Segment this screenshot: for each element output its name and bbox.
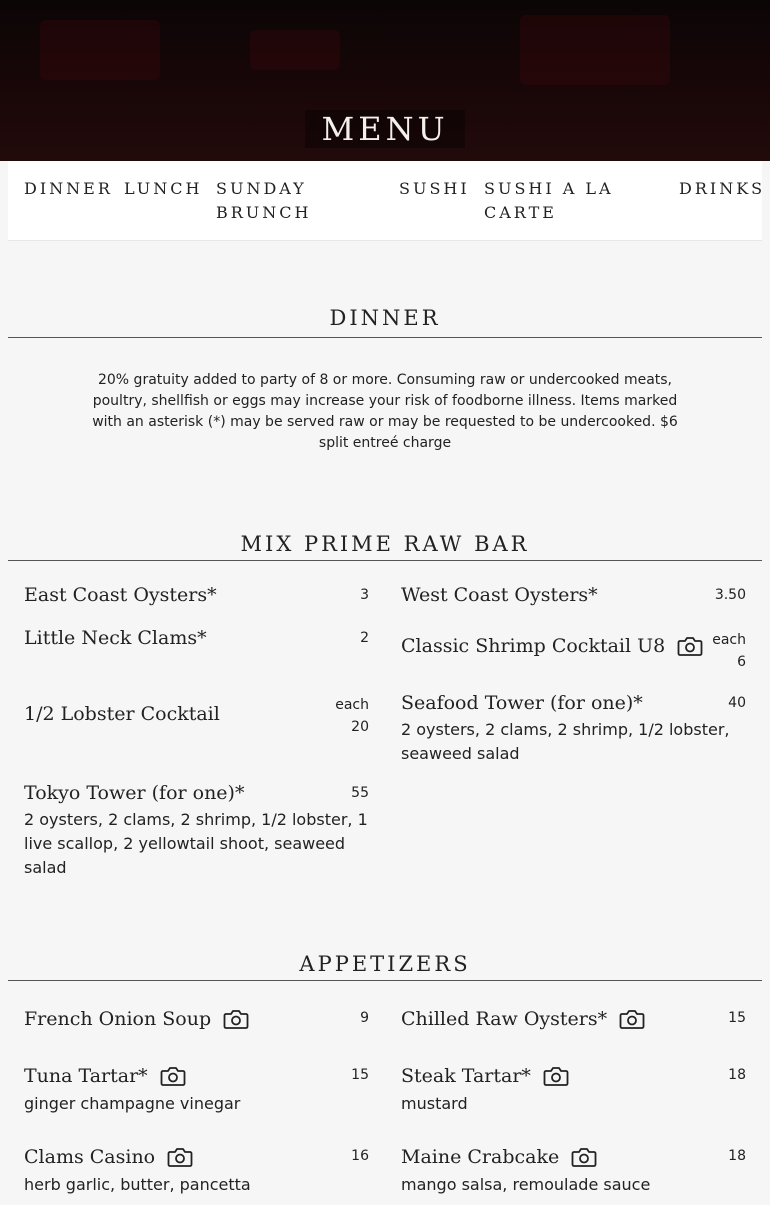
item-name-text: Classic Shrimp Cocktail U8 bbox=[401, 635, 666, 657]
item-name bbox=[24, 1064, 186, 1088]
tab-lunch[interactable]: LUNCH bbox=[124, 179, 203, 198]
camera-icon[interactable] bbox=[619, 1007, 645, 1031]
tab-dinner[interactable]: DINNER bbox=[24, 179, 113, 198]
item-name-text: Tuna Tartar* bbox=[24, 1065, 148, 1087]
menu-item bbox=[24, 697, 369, 735]
item-price: 3 bbox=[360, 587, 369, 603]
item-name: Little Neck Clams* bbox=[24, 627, 207, 649]
hero-title-text: MENU bbox=[305, 110, 464, 148]
item-name bbox=[401, 634, 703, 658]
tab-sunday-brunch[interactable]: SUNDAY BRUNCH bbox=[216, 179, 312, 222]
menu-item bbox=[24, 1145, 369, 1197]
item-name bbox=[401, 1145, 597, 1169]
divider bbox=[8, 560, 762, 561]
item-name-text: French Onion Soup bbox=[24, 1008, 212, 1030]
item-price: 9 bbox=[360, 1010, 369, 1026]
camera-icon[interactable] bbox=[160, 1064, 186, 1088]
section-title-appetizers: APPETIZERS bbox=[299, 952, 471, 976]
item-price: 2 bbox=[360, 630, 369, 646]
item-name-text: Chilled Raw Oysters* bbox=[401, 1008, 608, 1030]
item-name-text: Clams Casino bbox=[24, 1146, 156, 1168]
item-price: 18 bbox=[728, 1148, 746, 1164]
menu-item bbox=[401, 632, 746, 670]
item-price-value: 20 bbox=[351, 719, 369, 735]
tab-drinks[interactable]: DRINKS bbox=[679, 179, 766, 198]
camera-icon[interactable] bbox=[167, 1145, 193, 1169]
menu-item bbox=[401, 1007, 746, 1031]
item-name: West Coast Oysters* bbox=[401, 584, 598, 606]
item-name bbox=[401, 1007, 645, 1031]
item-price-value: 6 bbox=[737, 654, 746, 670]
item-name-text: Steak Tartar* bbox=[401, 1065, 531, 1087]
menu-item bbox=[24, 627, 369, 649]
dinner-note: 20% gratuity added to party of 8 or more. Consuming raw or undercooked meats, poultry, shellfish or eggs may increase your risk of foodborne illness. Items marked with an asterisk (*) may be served raw or may be requested to be undercooked. $6 split entreé charge bbox=[92, 372, 678, 451]
item-price: 18 bbox=[728, 1067, 746, 1083]
item-name: Tokyo Tower (for one)* bbox=[24, 782, 245, 804]
menu-item bbox=[24, 584, 369, 606]
item-price: 55 bbox=[351, 785, 369, 801]
hero-decor bbox=[520, 15, 670, 85]
hero-title bbox=[0, 110, 770, 148]
section-title-raw-bar: MIX PRIME RAW BAR bbox=[240, 532, 530, 556]
divider bbox=[8, 980, 762, 981]
item-name: 1/2 Lobster Cocktail bbox=[24, 703, 220, 725]
menu-tabs bbox=[8, 161, 766, 241]
item-price bbox=[335, 694, 369, 738]
item-price: 15 bbox=[728, 1010, 746, 1026]
section-title-dinner: DINNER bbox=[329, 306, 441, 330]
item-price: 16 bbox=[351, 1148, 369, 1164]
item-name bbox=[24, 1145, 193, 1169]
item-price: 15 bbox=[351, 1067, 369, 1083]
hero-decor bbox=[250, 30, 340, 70]
item-price bbox=[712, 629, 746, 673]
item-price: 3.50 bbox=[714, 587, 746, 603]
item-name bbox=[24, 1007, 249, 1031]
item-price-unit: each bbox=[335, 697, 369, 713]
hero-banner bbox=[0, 0, 770, 161]
item-price: 40 bbox=[728, 695, 746, 711]
menu-item bbox=[24, 782, 369, 880]
menu-item bbox=[401, 1145, 746, 1197]
item-description: ginger champagne vinegar bbox=[24, 1094, 241, 1113]
camera-icon[interactable] bbox=[677, 634, 703, 658]
divider bbox=[8, 337, 762, 338]
tab-sushi-a-la-carte[interactable]: SUSHI A LA CARTE bbox=[484, 179, 614, 222]
menu-item bbox=[401, 1064, 746, 1116]
item-description: 2 oysters, 2 clams, 2 shrimp, 1/2 lobster, 1 live scallop, 2 yellowtail shoot, seaweed salad bbox=[24, 810, 368, 877]
item-name: East Coast Oysters* bbox=[24, 584, 217, 606]
item-name bbox=[401, 1064, 569, 1088]
camera-icon[interactable] bbox=[223, 1007, 249, 1031]
menu-item bbox=[24, 1064, 369, 1116]
tab-sushi[interactable]: SUSHI bbox=[399, 179, 470, 198]
item-description: herb garlic, butter, pancetta bbox=[24, 1175, 251, 1194]
menu-item bbox=[24, 1007, 369, 1031]
camera-icon[interactable] bbox=[571, 1145, 597, 1169]
item-name-text: Maine Crabcake bbox=[401, 1146, 560, 1168]
hero-decor bbox=[40, 20, 160, 80]
menu-item bbox=[401, 692, 746, 766]
menu-item bbox=[401, 584, 746, 606]
item-name: Seafood Tower (for one)* bbox=[401, 692, 643, 714]
item-description: 2 oysters, 2 clams, 2 shrimp, 1/2 lobster, seaweed salad bbox=[401, 720, 730, 763]
item-description: mango salsa, remoulade sauce bbox=[401, 1175, 651, 1194]
item-description: mustard bbox=[401, 1094, 468, 1113]
camera-icon[interactable] bbox=[543, 1064, 569, 1088]
item-price-unit: each bbox=[712, 632, 746, 648]
